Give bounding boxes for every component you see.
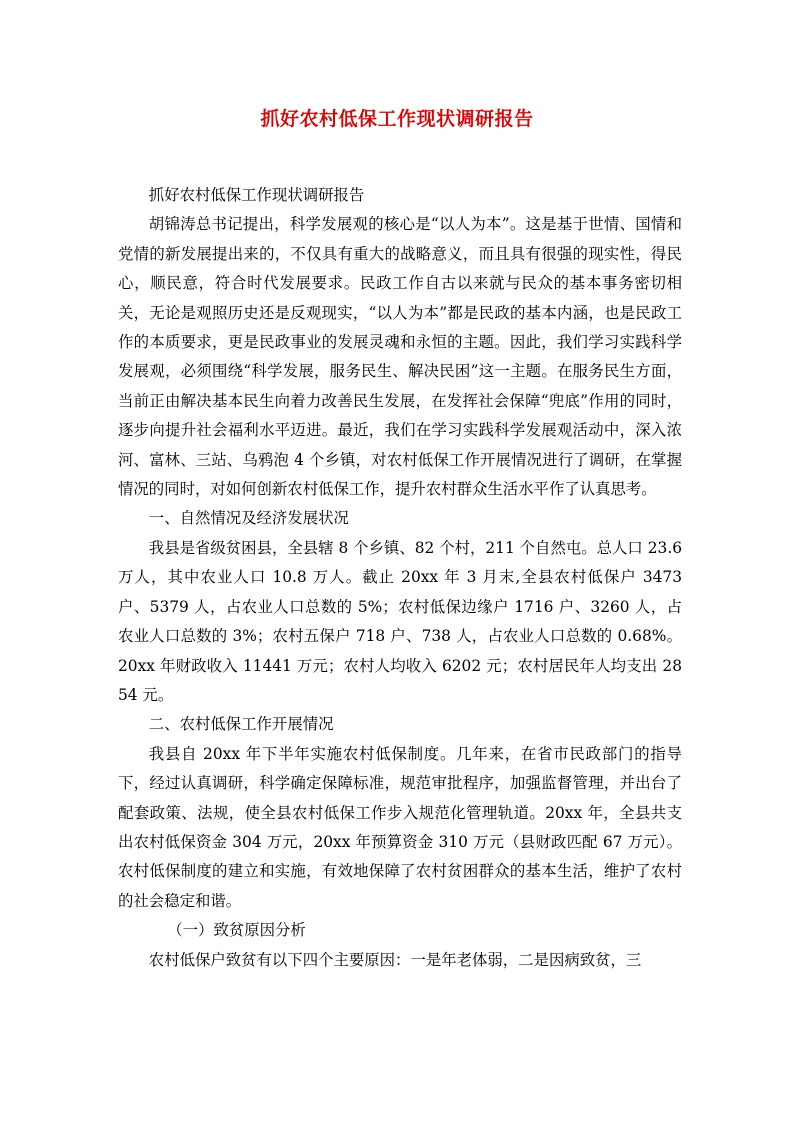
subsection-heading-poverty-causes: （一）致贫原因分析 [167, 921, 306, 940]
section-heading-low-income-work: 二、农村低保工作开展情况 [148, 715, 334, 734]
paragraph-subtitle: 抓好农村低保工作现状调研报告 [148, 186, 365, 204]
document-title: 抓好农村低保工作现状调研报告 [260, 108, 534, 130]
paragraph-low-income-work: 我县自 20xx 年下半年实施农村低保制度。几年来，在省市民政部门的指导下，经过认真调研，科学确定保障标准，规范审批程序，加强监督管理，并出台了配套政策、法规，使全县农村低保工作步入规范化管理轨道。20xx 年，全县共支出农村低保资金 304 万元，20xx 年预算资金 310 万元（县财政匹配 67 万元）。农村低保制度的建立和实施，有效地保障了农村贫困群众的基本生活，维护了农村的社会稳定和谐。 [118, 744, 682, 910]
paragraph-poverty-causes: 农村低保户致贫有以下四个主要原因：一是年老体弱，二是因病致贫，三 [148, 950, 642, 969]
paragraph-natural-economy: 我县是省级贫困县，全县辖 8 个乡镇、82 个村，211 个自然屯。总人口 23.6 万人，其中农业人口 10.8 万人。截止 20xx 年 3 月末,全县农村低保户 3473 户、5379 人，占农业人口总数的 5%；农村低保边缘户 1716 户、3260 人，占农业人口总数的 3%；农村五保户 718 户、738 人，占农业人口总数的 0.68%。20xx 年财政收入 11441 万元；农村人均收入 6202 元；农村居民年人均支出 2854 元。 [118, 538, 682, 704]
document-body [118, 181, 682, 975]
paragraph-intro: 胡锦涛总书记提出，科学发展观的核心是“以人为本”。这是基于世情、国情和党情的新发展提出来的，不仅具有重大的战略意义，而且具有很强的现实性，得民心，顺民意，符合时代发展要求。民政工作自古以来就与民众的基本事务密切相关，无论是观照历史还是反观现实，“以人为本”都是民政的基本内涵，也是民政工作的本质要求，更是民政事业的发展灵魂和永恒的主题。因此，我们学习实践科学发展观，必须围绕“科学发展，服务民生、解决民困”这一主题。在服务民生方面，当前正由解决基本民生向着力改善民生发展，在发挥社会保障“兜底”作用的同时，逐步向提升社会福利水平迈进。最近，我们在学习实践科学发展观活动中，深入浓河、富林、三站、乌鸦泡 4 个乡镇，对农村低保工作开展情况进行了调研，在掌握情况的同时，对如何创新农村低保工作，提升农村群众生活水平作了认真思考。 [118, 215, 682, 499]
section-heading-natural-economy: 一、自然情况及经济发展状况 [148, 509, 349, 528]
